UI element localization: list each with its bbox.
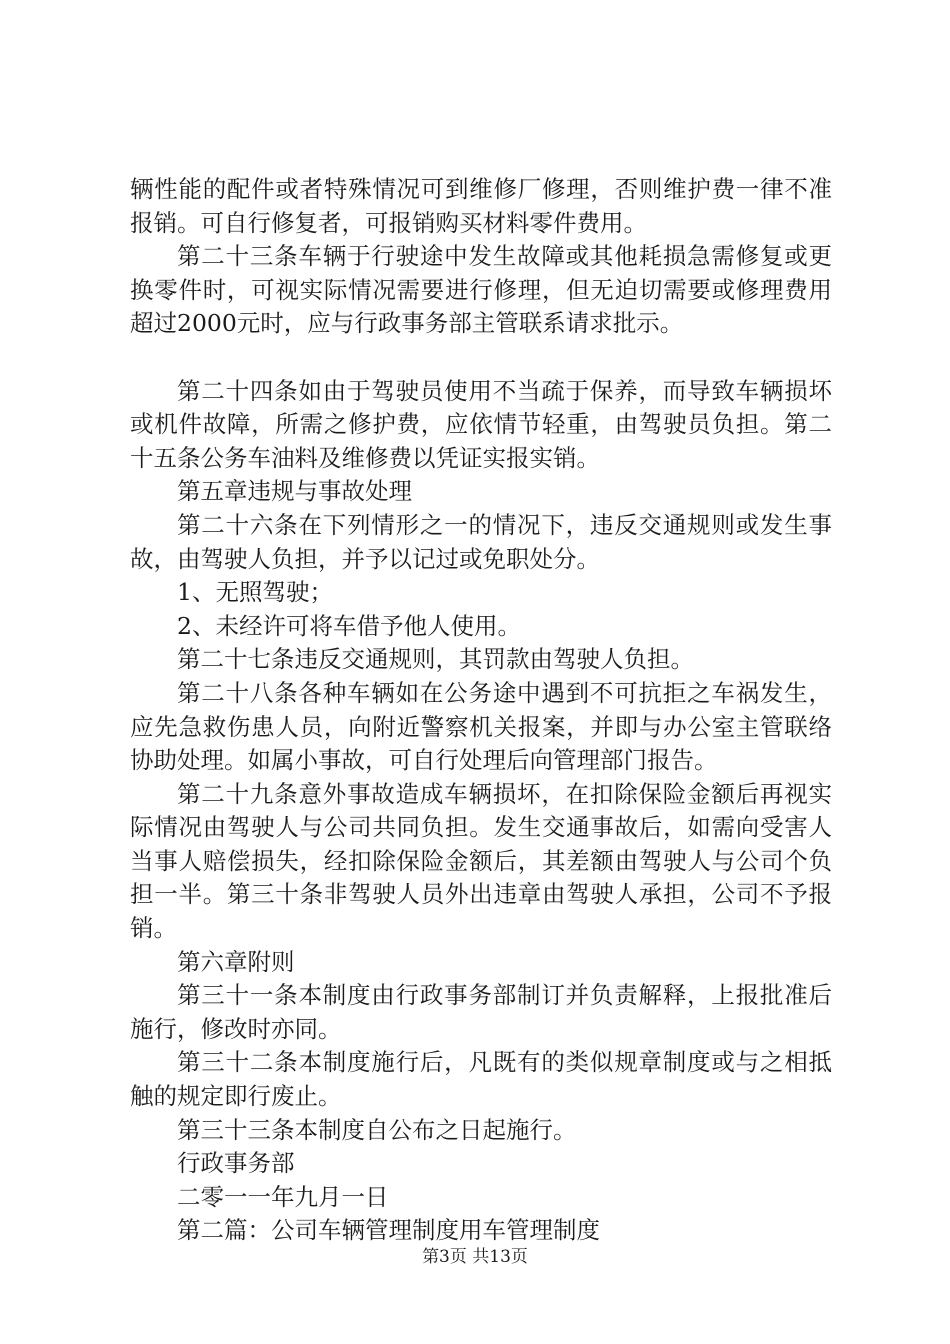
list-item-2: 2、未经许可将车借予他人使用。 xyxy=(177,611,521,640)
paragraph-5: 第二十六条在下列情形之一的情况下，违反交通规则或发生事故，由驾驶人负担，并予以记过或免职处分。 xyxy=(130,510,832,573)
issue-date: 二零一一年九月一日 xyxy=(177,1182,389,1211)
paragraph-8: 第二十七条违反交通规则，其罚款由驾驶人负担。 xyxy=(177,645,694,674)
section-title: 第二篇：公司车辆管理制度用车管理制度 xyxy=(177,1216,600,1245)
list-item-1: 1、无照驾驶； xyxy=(177,578,333,607)
paragraph-1: 第二十三条车辆于行驶途中发生故障或其他耗损急需修复或更换零件时，可视实际情况需要进行修理，但无迫切需要或修理费用超过2000元时，应与行政事务部主管联系请求批示。 xyxy=(130,242,832,338)
paragraph-0: 辆性能的配件或者特殊情况可到维修厂修理，否则维护费一律不准报销。可自行修复者，可报销购买材料零件费用。 xyxy=(130,175,832,237)
paragraph-3: 第二十四条如由于驾驶员使用不当疏于保养，而导致车辆损坏或机件故障，所需之修护费，应依情节轻重，由驾驶员负担。第二十五条公务车油料及维修费以凭证实报实销。 xyxy=(130,376,832,472)
paragraph-spacer xyxy=(130,341,832,375)
page-number-footer: 第3页 共13页 xyxy=(422,1247,528,1267)
chapter-heading-5: 第五章违规与事故处理 xyxy=(177,477,412,506)
issuer-department: 行政事务部 xyxy=(177,1149,295,1178)
paragraph-14: 第三十三条本制度自公布之日起施行。 xyxy=(177,1115,577,1144)
paragraph-12: 第三十一条本制度由行政事务部制订并负责解释，上报批准后施行，修改时亦同。 xyxy=(130,981,832,1043)
paragraph-10: 第二十九条意外事故造成车辆损坏，在扣除保险金额后再视实际情况由驾驶人与公司共同负担。发生交通事故后，如需向受害人当事人赔偿损失，经扣除保险金额后，其差额由驾驶人与公司个负担一半。第三十条非驾驶人员外出违章由驾驶人承担，公司不予报销。 xyxy=(130,779,832,943)
chapter-heading-6: 第六章附则 xyxy=(177,947,295,976)
paragraph-9: 第二十八条各种车辆如在公务途中遇到不可抗拒之车祸发生，应先急救伤患人员，向附近警察机关报案，并即与办公室主管联络协助处理。如属小事故，可自行处理后向管理部门报告。 xyxy=(130,678,832,775)
paragraph-13: 第三十二条本制度施行后，凡既有的类似规章制度或与之相抵触的规定即行废止。 xyxy=(130,1048,832,1111)
document-body xyxy=(130,173,832,1248)
